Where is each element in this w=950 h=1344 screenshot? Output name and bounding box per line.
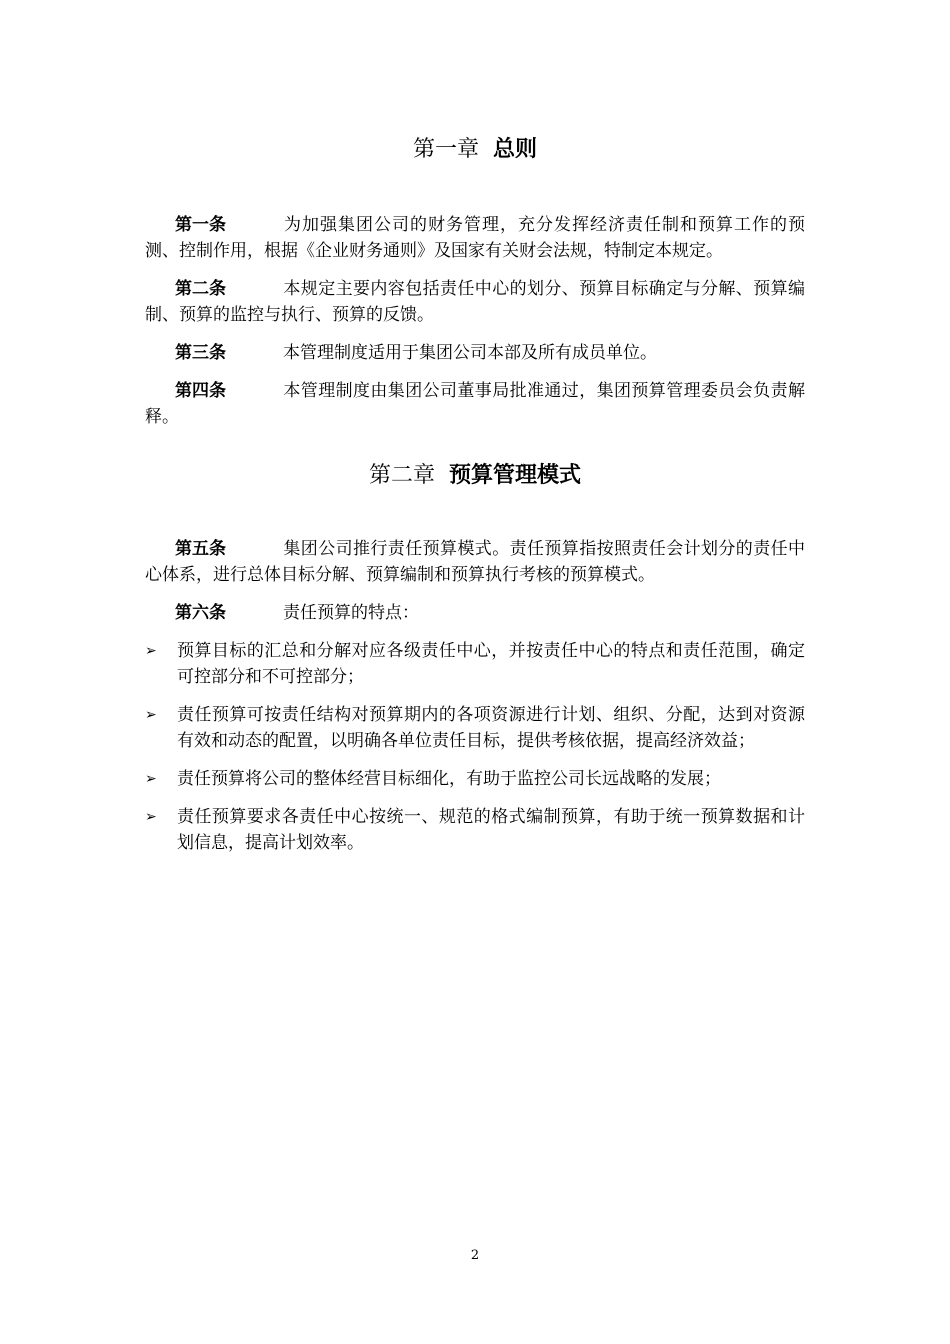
article-text: 责任预算的特点： xyxy=(283,603,419,623)
article-text: 本管理制度由集团公司董事局批准通过，集团预算管理委员会负责解释。 xyxy=(145,381,805,427)
arrow-bullet-icon: ➢ xyxy=(145,707,157,723)
chapter-name: 总则 xyxy=(493,137,538,162)
arrow-bullet-icon: ➢ xyxy=(145,771,157,787)
list-item xyxy=(145,804,805,856)
page-number: 2 xyxy=(470,1248,480,1263)
article-number: 第五条 xyxy=(175,539,226,559)
list-item xyxy=(145,638,805,690)
chapter-number: 第二章 xyxy=(368,463,435,488)
chapter-number: 第一章 xyxy=(412,137,479,162)
article-text: 集团公司推行责任预算模式。责任预算指按照责任会计划分的责任中心体系，进行总体目标分解、预算编制和预算执行考核的预算模式。 xyxy=(145,539,805,585)
list-item-text: 责任预算要求各责任中心按统一、规范的格式编制预算，有助于统一预算数据和计划信息，提高计划效率。 xyxy=(177,807,805,853)
list-item xyxy=(145,766,805,792)
article-number: 第一条 xyxy=(175,215,226,235)
article-text: 为加强集团公司的财务管理，充分发挥经济责任制和预算工作的预测、控制作用，根据《企业财务通则》及国家有关财会法规，特制定本规定。 xyxy=(145,215,805,261)
chapter-title xyxy=(145,456,805,496)
article-number: 第四条 xyxy=(175,381,226,401)
article-number: 第六条 xyxy=(175,603,226,623)
chapter-name: 预算管理模式 xyxy=(449,463,582,488)
arrow-bullet-icon: ➢ xyxy=(145,809,157,825)
article xyxy=(145,378,805,430)
article-number: 第三条 xyxy=(175,343,226,363)
list-item-text: 预算目标的汇总和分解对应各级责任中心，并按责任中心的特点和责任范围，确定可控部分和不可控部分； xyxy=(177,641,805,687)
article-text: 本管理制度适用于集团公司本部及所有成员单位。 xyxy=(283,343,657,363)
bullet-list xyxy=(145,638,805,856)
article-text: 本规定主要内容包括责任中心的划分、预算目标确定与分解、预算编制、预算的监控与执行、预算的反馈。 xyxy=(145,279,805,325)
arrow-bullet-icon: ➢ xyxy=(145,643,157,659)
article xyxy=(145,276,805,328)
article-number: 第二条 xyxy=(175,279,226,299)
article xyxy=(145,340,805,366)
list-item xyxy=(145,702,805,754)
article xyxy=(145,536,805,588)
document-body xyxy=(145,130,805,856)
list-item-text: 责任预算可按责任结构对预算期内的各项资源进行计划、组织、分配，达到对资源有效和动态的配置，以明确各单位责任目标，提供考核依据，提高经济效益； xyxy=(177,705,805,751)
article xyxy=(145,212,805,264)
list-item-text: 责任预算将公司的整体经营目标细化，有助于监控公司长远战略的发展； xyxy=(177,769,721,789)
article xyxy=(145,600,805,626)
chapter-title xyxy=(145,130,805,170)
